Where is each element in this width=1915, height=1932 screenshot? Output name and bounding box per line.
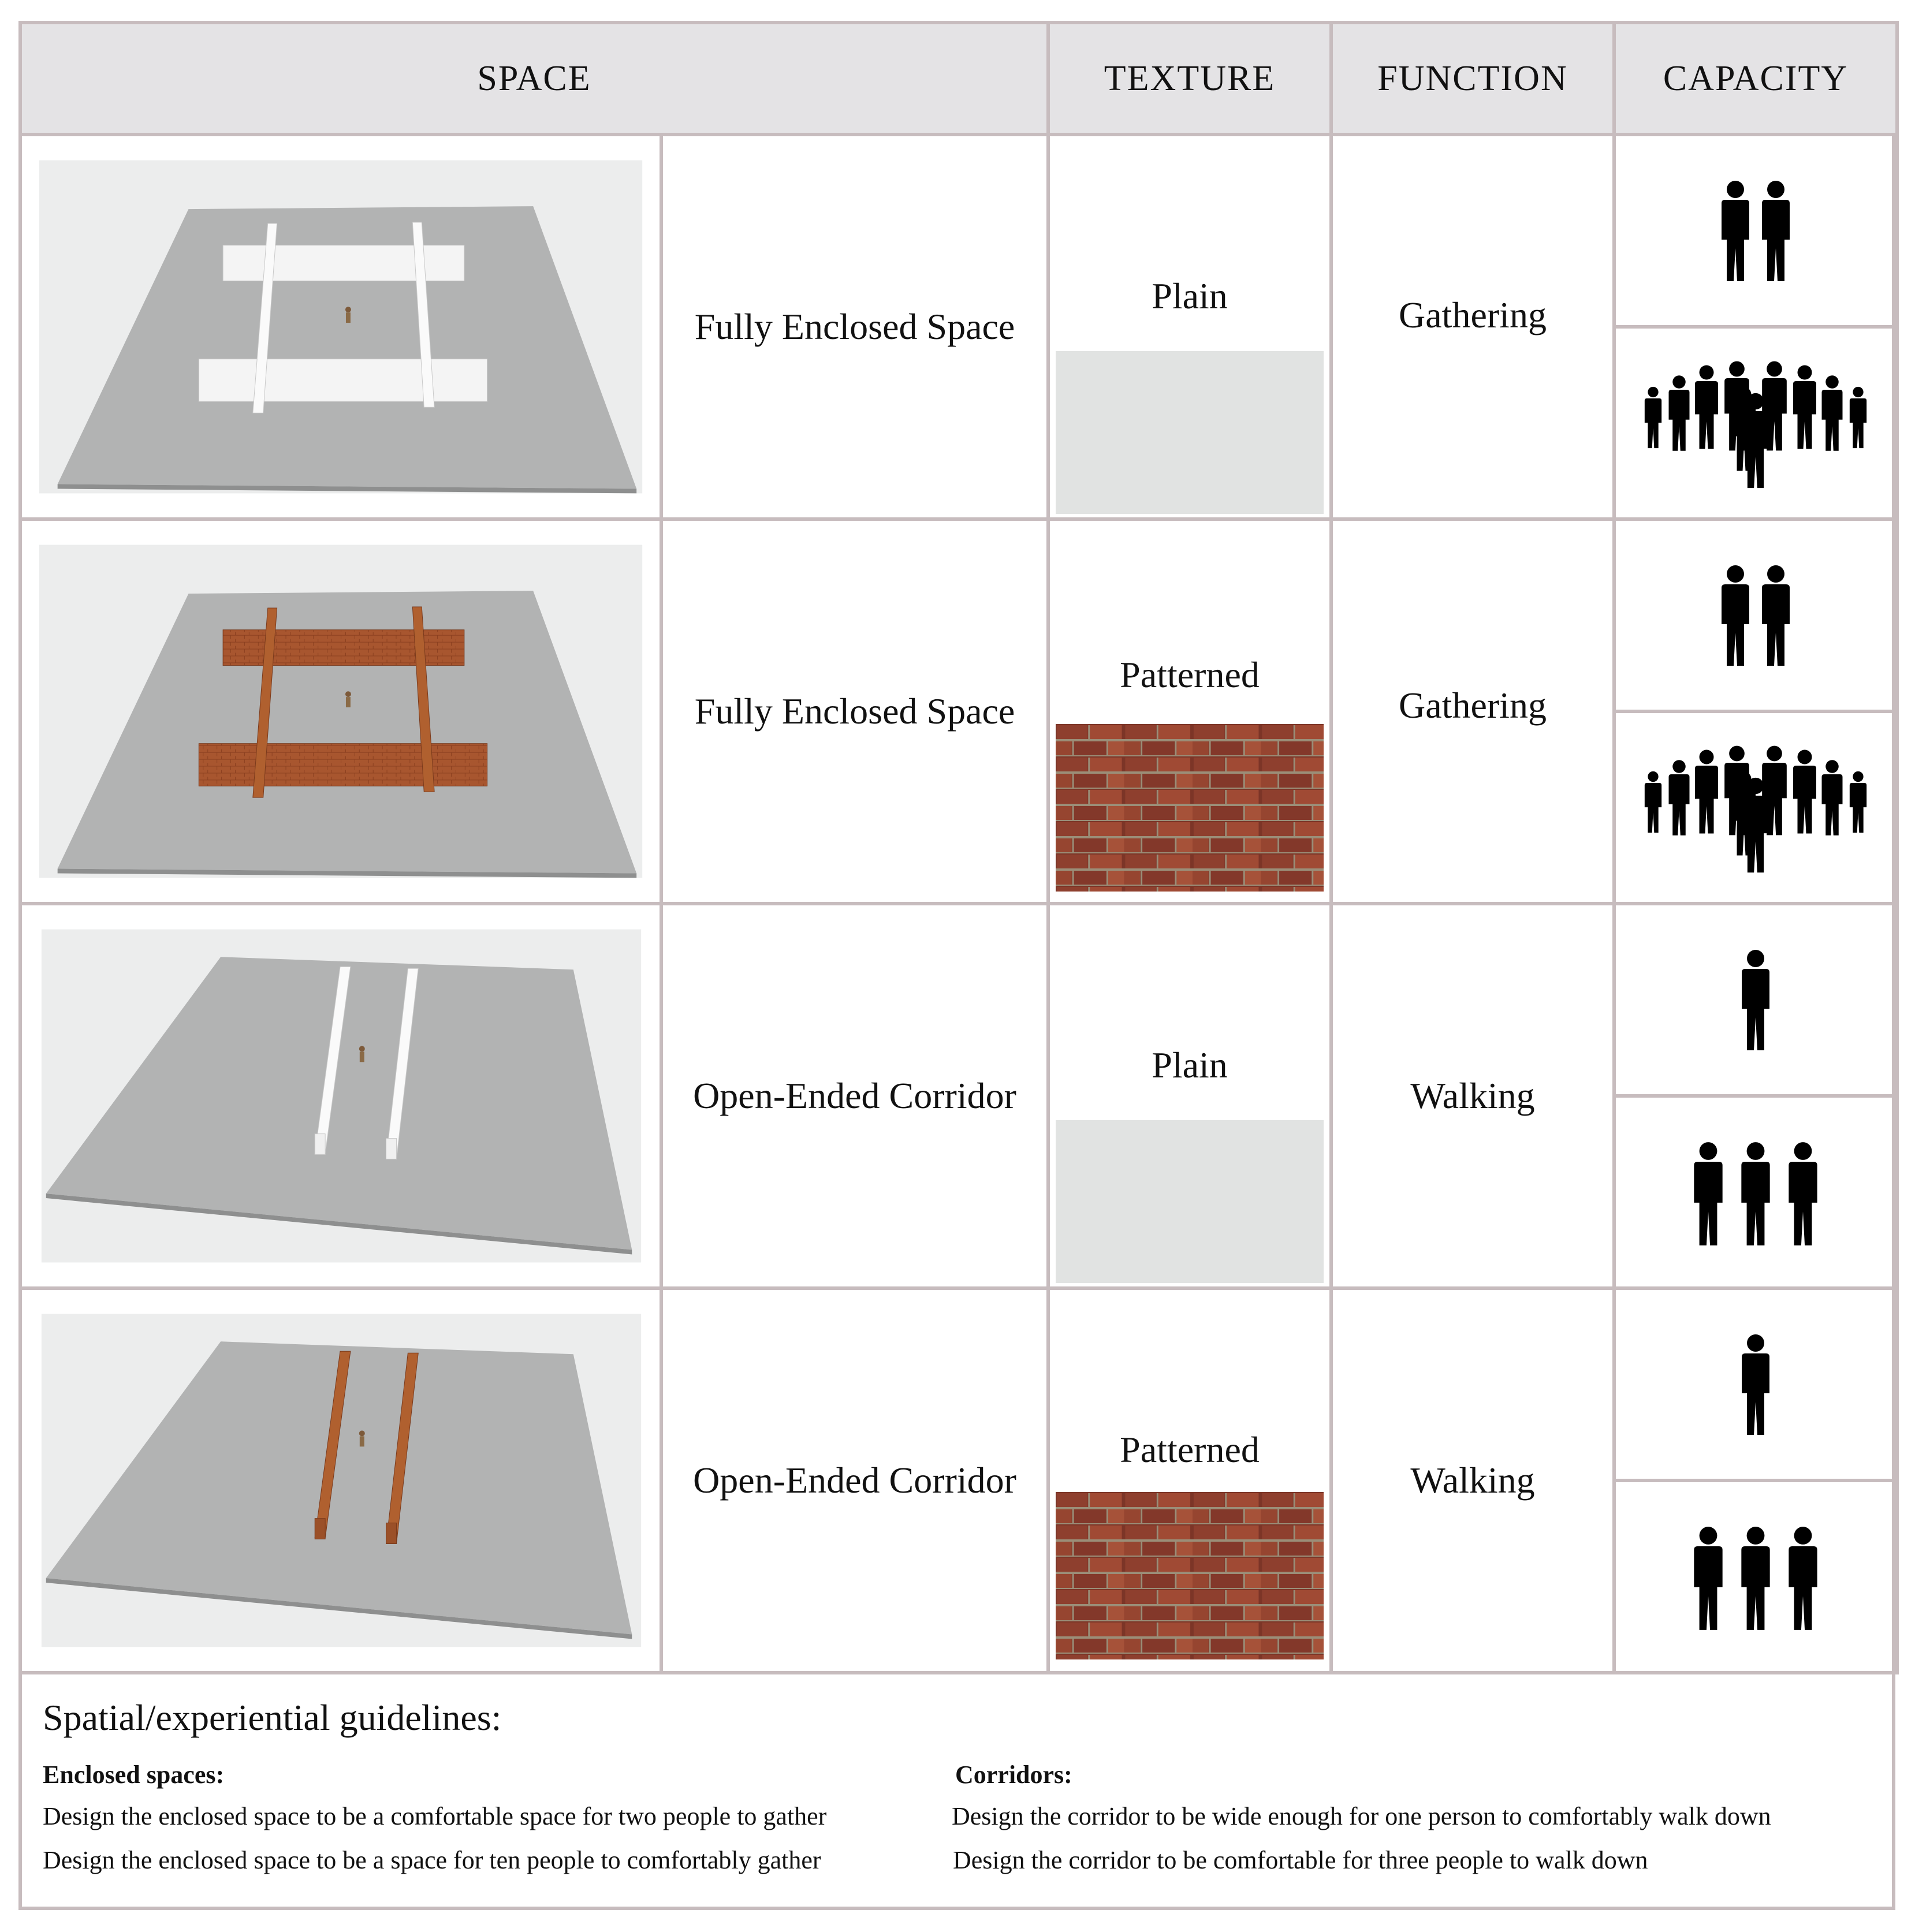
table-row xyxy=(20,135,1897,327)
capacity-large xyxy=(1614,1480,1897,1673)
capacity-small xyxy=(1614,519,1897,711)
enclosed-brick-render xyxy=(22,521,660,902)
corridor-guideline: Design the corridor to be wide enough for one person to comfortably walk down xyxy=(952,1802,1771,1830)
texture-label: Patterned xyxy=(1120,1429,1260,1470)
texture-cell xyxy=(1048,904,1331,1288)
capacity-large xyxy=(1614,711,1897,904)
texture-cell xyxy=(1048,135,1331,519)
corridor-brick-render xyxy=(22,1290,660,1671)
enclosed-guideline: Design the enclosed space to be a space for ten people to comfortably gather xyxy=(43,1846,821,1874)
enclosed-plain-render xyxy=(22,136,660,517)
space-render xyxy=(20,1288,661,1673)
design-matrix-table xyxy=(18,21,1899,1674)
corridor-plain-render xyxy=(22,905,660,1286)
space-label: Fully Enclosed Space xyxy=(661,519,1048,904)
space-label: Fully Enclosed Space xyxy=(661,135,1048,519)
header-space: SPACE xyxy=(20,23,1048,135)
space-label: Open-Ended Corridor xyxy=(661,1288,1048,1673)
space-render xyxy=(20,135,661,519)
group-icon xyxy=(1681,1135,1831,1250)
space-render xyxy=(20,519,661,904)
person-icon xyxy=(1698,942,1813,1058)
function-label: Walking xyxy=(1331,904,1614,1288)
texture-cell xyxy=(1048,1288,1331,1673)
function-label: Walking xyxy=(1331,1288,1614,1673)
texture-label: Patterned xyxy=(1120,654,1260,695)
header-function: FUNCTION xyxy=(1331,23,1614,135)
capacity-large xyxy=(1614,327,1897,519)
header-row xyxy=(20,23,1897,135)
corridors-heading: Corridors: xyxy=(955,1761,1072,1789)
plain-texture-swatch xyxy=(1056,1120,1324,1283)
texture-cell xyxy=(1048,519,1331,904)
person-icon xyxy=(1698,558,1813,673)
brick-texture-swatch xyxy=(1056,724,1324,892)
capacity-small xyxy=(1614,135,1897,327)
person-icon xyxy=(1698,1327,1813,1442)
capacity-small xyxy=(1614,904,1897,1096)
enclosed-heading: Enclosed spaces: xyxy=(43,1761,225,1789)
table-row xyxy=(20,519,1897,711)
guidelines-title: Spatial/experiential guidelines: xyxy=(43,1697,502,1738)
brick-texture-swatch xyxy=(1056,1492,1324,1659)
enclosed-guideline: Design the enclosed space to be a comfortable space for two people to gather xyxy=(43,1802,827,1830)
group-icon xyxy=(1681,1519,1831,1635)
header-capacity: CAPACITY xyxy=(1614,23,1897,135)
corridor-guideline: Design the corridor to be comfortable for three people to walk down xyxy=(953,1846,1648,1874)
space-render xyxy=(20,904,661,1288)
texture-label: Plain xyxy=(1152,275,1228,316)
texture-label: Plain xyxy=(1152,1045,1228,1086)
group-icon xyxy=(1640,357,1871,490)
person-icon xyxy=(1698,173,1813,289)
space-label: Open-Ended Corridor xyxy=(661,904,1048,1288)
function-label: Gathering xyxy=(1331,135,1614,519)
capacity-small xyxy=(1614,1288,1897,1480)
function-label: Gathering xyxy=(1331,519,1614,904)
plain-texture-swatch xyxy=(1056,351,1324,514)
table-row xyxy=(20,904,1897,1096)
guidelines-panel xyxy=(22,1686,1892,1905)
capacity-large xyxy=(1614,1096,1897,1288)
table-row xyxy=(20,1288,1897,1480)
group-icon xyxy=(1640,741,1871,874)
header-texture: TEXTURE xyxy=(1048,23,1331,135)
